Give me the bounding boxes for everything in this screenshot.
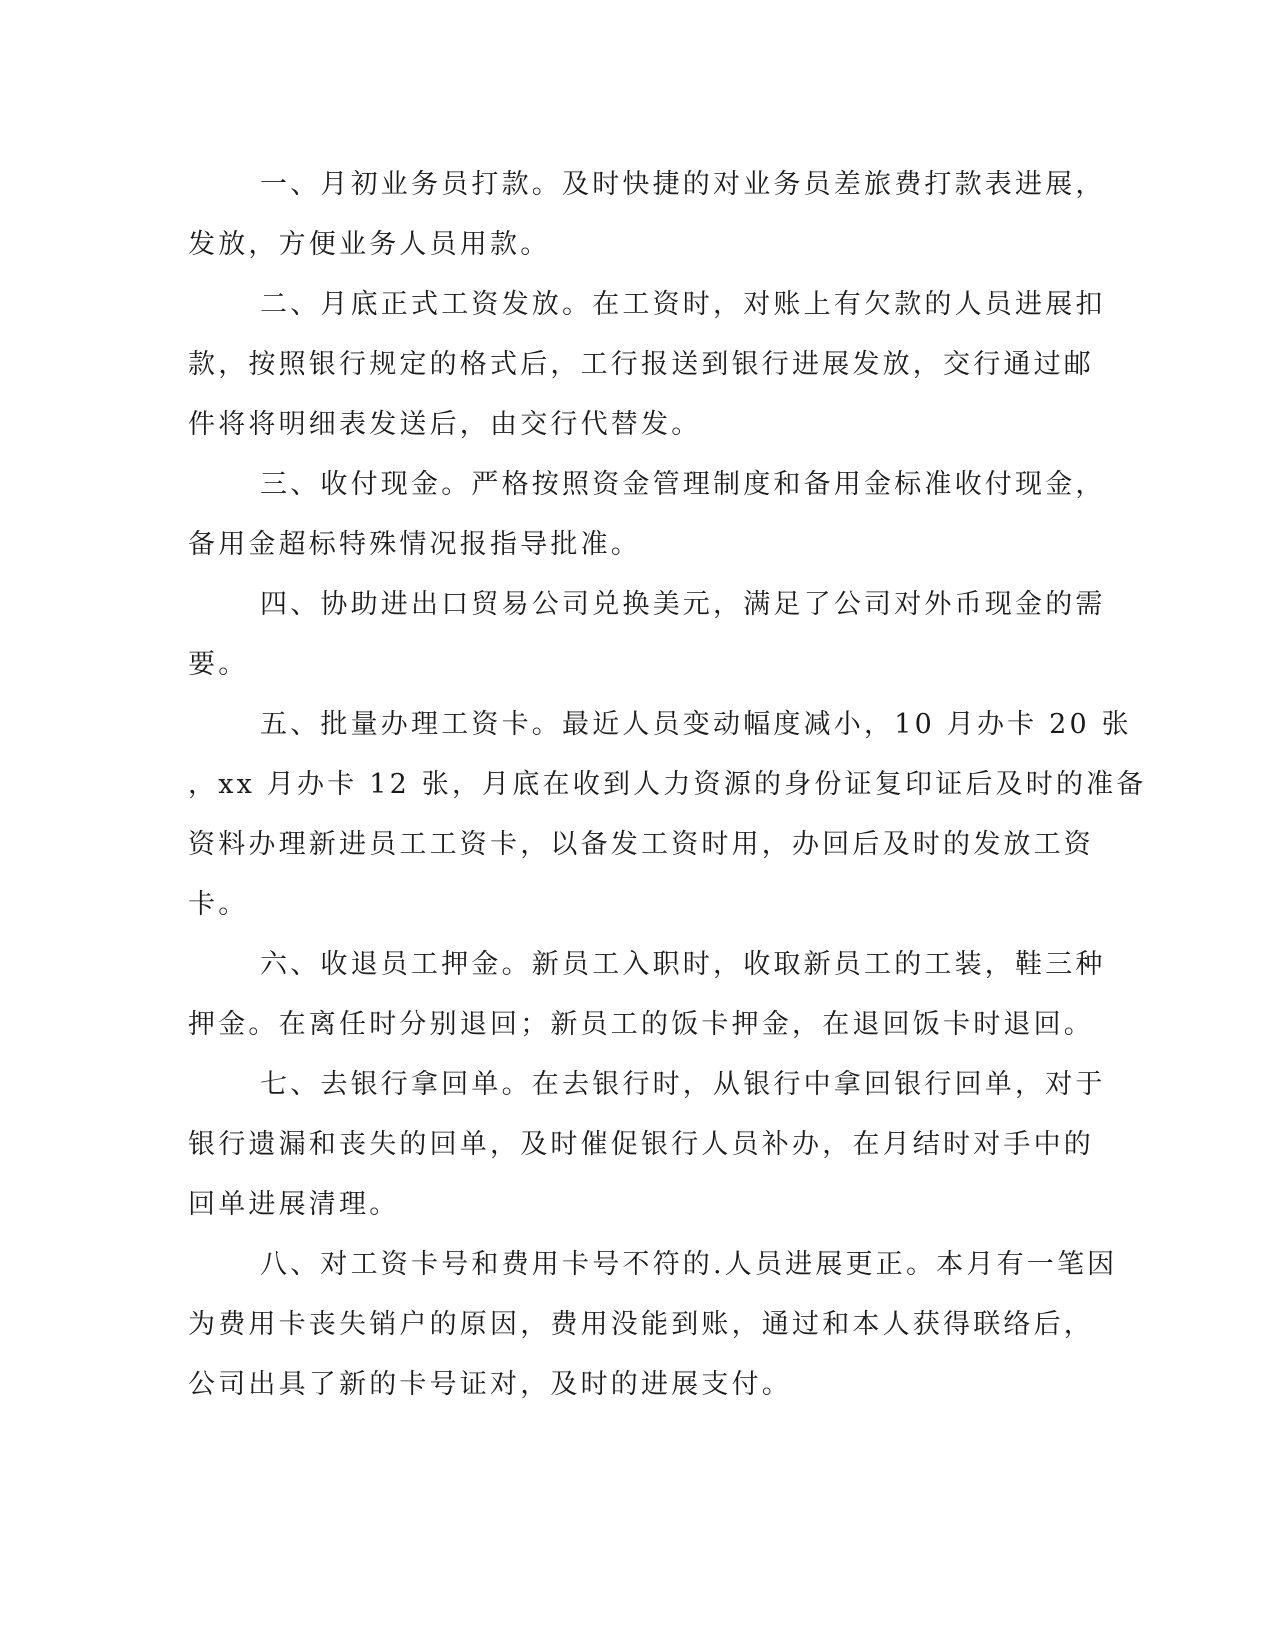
paragraph-6-line-2: 押金。在离任时分别退回；新员工的饭卡押金，在退回饭卡时退回。 bbox=[188, 1009, 1094, 1040]
paragraph-7-line-3: 回单进展清理。 bbox=[188, 1189, 400, 1220]
document-body bbox=[188, 155, 1147, 1415]
paragraph-2-line-1: 二、月底正式工资发放。在工资时，对账上有欠款的人员进展扣 bbox=[260, 289, 1106, 320]
paragraph-2-line-2: 款，按照银行规定的格式后，工行报送到银行进展发放，交行通过邮 bbox=[188, 349, 1094, 380]
paragraph-3-line-1: 三、收付现金。严格按照资金管理制度和备用金标准收付现金， bbox=[260, 469, 1106, 500]
paragraph-4-line-1: 四、协助进出口贸易公司兑换美元，满足了公司对外币现金的需 bbox=[260, 589, 1106, 620]
paragraph-5-line-4: 卡。 bbox=[188, 889, 249, 920]
paragraph-6-line-1: 六、收退员工押金。新员工入职时，收取新员工的工装，鞋三种 bbox=[260, 949, 1106, 980]
paragraph-4-line-2: 要。 bbox=[188, 649, 249, 680]
paragraph-5-line-1: 五、批量办理工资卡。最近人员变动幅度减小，10 月办卡 20 张 bbox=[260, 709, 1132, 740]
paragraph-1-line-1: 一、月初业务员打款。及时快捷的对业务员差旅费打款表进展， bbox=[260, 169, 1106, 200]
paragraph-5-line-2: ，xx 月办卡 12 张，月底在收到人力资源的身份证复印证后及时的准备 bbox=[188, 769, 1147, 800]
paragraph-2-line-3: 件将将明细表发送后，由交行代替发。 bbox=[188, 409, 702, 440]
paragraph-5-line-3: 资料办理新进员工工资卡，以备发工资时用，办回后及时的发放工资 bbox=[188, 829, 1094, 860]
paragraph-8-line-2: 为费用卡丧失销户的原因，费用没能到账，通过和本人获得联络后， bbox=[188, 1309, 1094, 1340]
paragraph-8-line-3: 公司出具了新的卡号证对，及时的进展支付。 bbox=[188, 1369, 792, 1400]
paragraph-1-line-2: 发放，方便业务人员用款。 bbox=[188, 229, 551, 260]
paragraph-8-line-1: 八、对工资卡号和费用卡号不符的.人员进展更正。本月有一笔因 bbox=[260, 1249, 1118, 1280]
paragraph-7-line-1: 七、去银行拿回单。在去银行时，从银行中拿回银行回单，对于 bbox=[260, 1069, 1106, 1100]
paragraph-7-line-2: 银行遗漏和丧失的回单，及时催促银行人员补办，在月结时对手中的 bbox=[188, 1129, 1094, 1160]
paragraph-3-line-2: 备用金超标特殊情况报指导批准。 bbox=[188, 529, 641, 560]
